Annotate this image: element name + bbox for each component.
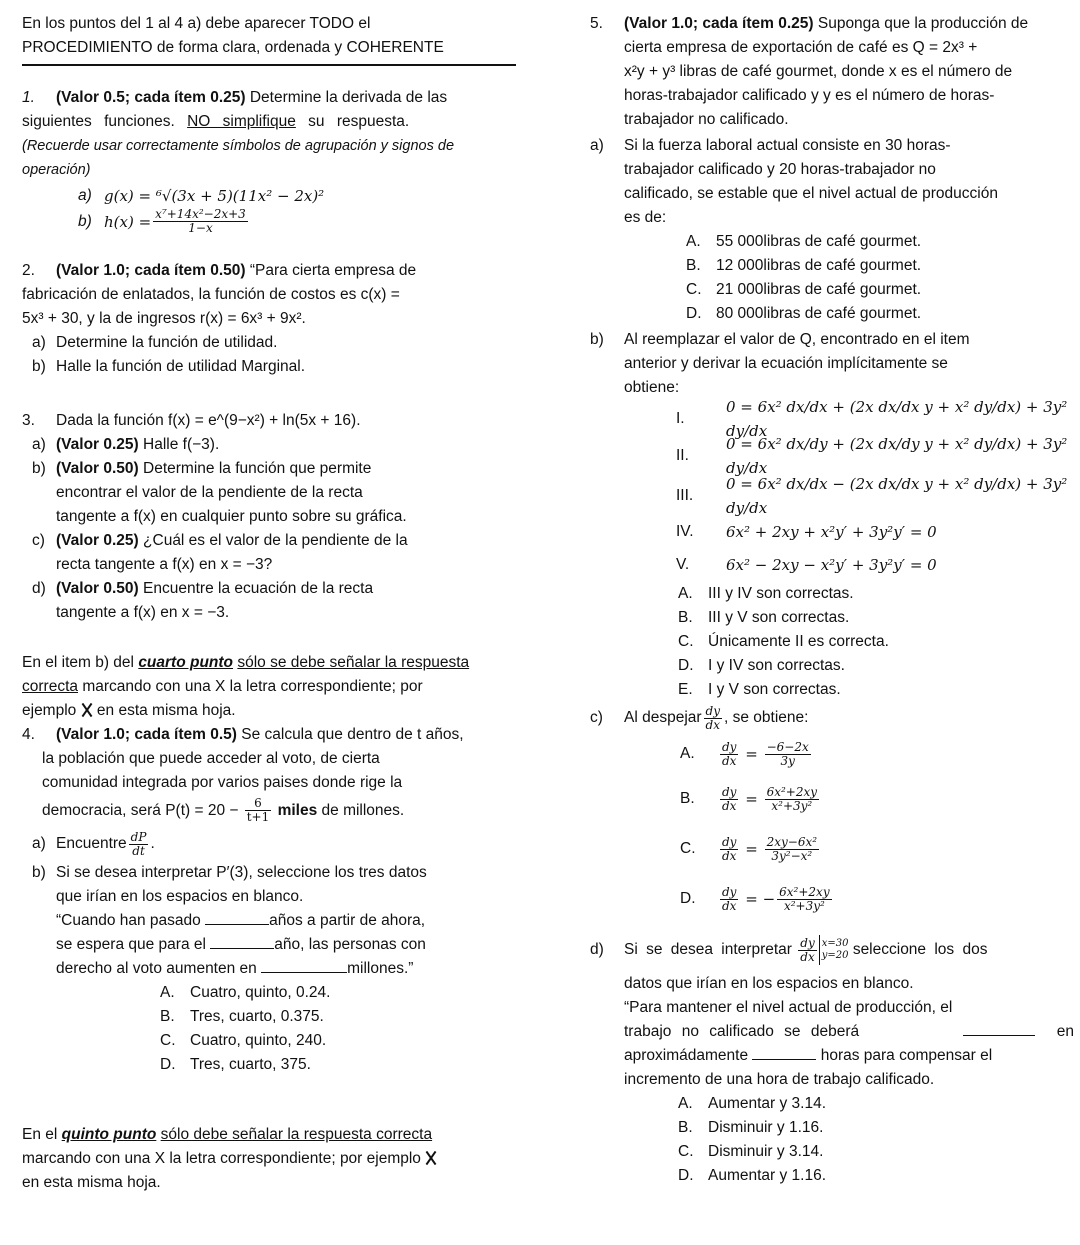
q4-quote-2a: se espera que para el [56,936,206,953]
q4-a-text: Encuentre [56,835,127,852]
q4-a-fraction [129,831,149,858]
q1-text-a: Determine la derivada de las [249,89,448,106]
q5-c-label: c) [590,709,603,726]
q3-c-text-1: ¿Cuál es el valor de la pendiente de la [143,532,408,549]
q5-a-text-1: Si la fuerza laboral actual consiste en 30 horas- [624,137,951,154]
x-mark-example-icon [425,1151,437,1165]
q4-number: 4. [22,726,35,743]
q2-b-text: Halle la función de utilidad Marginal. [56,358,306,375]
q4-a-frac-den: dt [132,843,145,858]
left-column: En los puntos del 1 al 4 a) debe aparecer TODO el PROCEDIMIENTO de forma clara, ordenada y COHERENTE 1. (Valor 0.5; cada ítem 0.25) Determine la derivada de las siguientes funciones. NO simplifique su respuesta. (Recuerde usar correctamente símbolos de agrupación y signos de operación) a) g(x) = ⁶√(3x + 5)(11x² − 2x)² b) h(x) = $\frac{\text{x⁷+14x²−2x+3}}{1-x}$ 2. (Valor 1.0; cada ítem 0.50) “Para cierta empresa de fabricación de enlatados, la función de costos es c(x) = 5x³ + 30, y la de ingresos r(x) = 6x³ + 9x². a) Determine la función de utilidad. b) Halle la función de utilidad Marginal. 3. Dada la función f(x) = e^(9−x²) + ln(5x + 16). a) (Valor 0.25) Halle f(−3). b) (Valor 0.50) Determine la función que permite encontrar el valor de la pendiente de la recta tangente a f(x) en cualquier punto sobre su gráfica. c) (Valor 0.25) ¿Cuál es el valor de la pendiente de la recta tangente a f(x) en x = −3? d) (Valor 0.50) Encuentre la ecuación de la recta tangente a f(x) en x = −3. En el item b) del cuarto punto sólo se debe señalar la respuesta correcta marcando con una X la letra correspondiente; por ejemplo en esta misma hoja. 4. (Valor 1.0; cada ítem 0.5) Se calcula que dentro de t años, la población que puede acceder al voto, de cierta comunidad integrada por varios paises donde rige la democracia, será P(t) = 20 − $\frac{6}{t+1}$ miles de millones. a) Encuentre $\frac{dP}{dt}$ . b) Si se desea interpretar P′(3), seleccione los tres datos que irían en los espacios en blanco. “Cuando han pasado años a partir de ahora, se espera que para el año, las personas con derecho al voto aumenten en millones.” A. Cuatro, quinto, 0.24. B. Tres, cuarto, 0.375. C. Cuatro, quinto, 240. D. Tres, cuarto, 375. En el quinto punto sólo debe señalar la respuesta correcta marcando con una X la letra correspondiente; por ejemplo en esta misma hoja. [22,12,516,1195]
q5-b-option[interactable]: B. III y V son correctas. [678,609,850,626]
q3-d-label: d) [32,580,46,597]
q1-text-b: siguientes funciones. [22,113,175,130]
q5-text-4: trabajador no calificado. [624,111,789,128]
q4-fraction [245,797,272,824]
question-4 [22,723,516,747]
q1-no-simplify: NO simplifique [187,113,296,130]
instr4-c: sólo se debe señalar la respuesta [237,654,470,671]
q5-a-label: a) [590,137,604,154]
q4-b-text-1: Si se desea interpretar P′(3), seleccione los tres datos [56,864,427,881]
q4-quote-2b: año, las personas con [274,936,426,953]
q3-number: 3. [22,412,35,429]
q1-item-b-lhs: h(x) = [104,212,152,231]
q4-text-4c: de millones. [321,802,405,819]
q5-d-text-4b: en [1056,1023,1074,1040]
q4-value: (Valor 1.0; cada ítem 0.5) [56,726,237,743]
q1-item-b [22,208,516,235]
q5-value: (Valor 1.0; cada ítem 0.25) [624,15,814,32]
q4-quote-3b: millones.” [347,960,414,977]
q1-item-a-expr: g(x) = ⁶√(3x + 5)(11x² − 2x)² [104,187,325,205]
q4-text-3: comunidad integrada por varios paises donde rige la [42,774,403,791]
q5-b-option[interactable]: E. I y V son correctas. [678,681,841,698]
q5-d-label: d) [590,941,604,958]
header-line-1: En los puntos del 1 al 4 a) debe aparecer TODO el [22,15,371,32]
q5-b-equation: V. 6x² − 2xy − x²y′ + 3y²y′ = 0 [676,556,937,574]
q2-value: (Valor 1.0; cada ítem 0.50) [56,262,246,279]
q4-option[interactable]: A. Cuatro, quinto, 0.24. [160,984,331,1001]
instruction-5 [22,1123,516,1147]
q4-option[interactable]: D. Tres, cuarto, 375. [160,1056,311,1073]
q5-d-option[interactable]: D. Aumentar y 1.16. [678,1167,827,1184]
q1-item-a-label: a) [78,187,92,204]
q1-value: (Valor 0.5; cada ítem 0.25) [56,89,246,106]
instruction-4 [22,651,516,675]
header-divider [22,64,516,66]
q5-d-text-6: incremento de una hora de trabajo calificado. [624,1071,935,1088]
q4-a-label: a) [32,835,46,852]
q4-frac-den: t+1 [246,810,270,825]
q5-a-text-3: calificado, se estable que el nivel actual de producción [624,185,998,202]
q5-a-option[interactable]: D. 80 000libras de café gourmet. [686,305,922,322]
q5-c-dydx: $\frac{dy}{dx}$ [705,703,721,732]
q1-item-b-fraction [153,208,248,235]
q5-d-option[interactable]: A. Aumentar y 3.14. [678,1095,827,1112]
q2-text-2: fabricación de enlatados, la función de costos es c(x) = [22,286,400,303]
instr4-f: ejemplo [22,702,77,719]
q1-item-b-num: x⁷+14x²−2x+3 [155,207,246,221]
q5-number: 5. [590,15,603,32]
q3-d-value: (Valor 0.50) [56,580,139,597]
q5-b-label: b) [590,331,604,348]
q3-d-text-2: tangente a f(x) en x = −3. [56,604,230,621]
q5-d-blank-2 [752,1045,816,1060]
q5-b-option[interactable]: D. I y IV son correctas. [678,657,845,674]
q3-b-text-3: tangente a f(x) en cualquier punto sobre su gráfica. [56,508,407,525]
q4-option[interactable]: C. Cuatro, quinto, 240. [160,1032,327,1049]
q5-c-text-a: Al despejar [624,709,702,726]
q2-text-3: 5x³ + 30, y la de ingresos r(x) = 6x³ + 9x². [22,310,306,327]
q3-d-text-1: Encuentre la ecuación de la recta [143,580,374,597]
q3-a-label: a) [32,436,46,453]
q5-b-equation: III. 0 = 6x² dx/dx − (2x dx/dx y + x² dy/dx) + 3y² dy/dx [676,475,1068,517]
q1-text-c: su respuesta. [308,113,410,130]
q5-d-dydx: $\frac{dy}{dx}$ [800,935,815,964]
q5-b-equation: IV. 6x² + 2xy + x²y′ + 3y²y′ = 0 [676,523,937,541]
q2-b-label: b) [32,358,46,375]
q5-b-option[interactable]: A. III y IV son correctas. [678,585,854,602]
q3-b-text-1: Determine la función que permite [143,460,372,477]
q4-frac-num: 6 [245,797,272,811]
q5-b-option[interactable]: C. Únicamente II es correcta. [678,633,889,650]
q5-d-text-5a: aproximádamente [624,1047,749,1064]
q4-blank-3 [261,958,347,973]
instr5-a: En el [22,1126,58,1143]
q4-quote-1a: “Cuando han pasado [56,912,201,929]
q5-c-option[interactable]: B. $\frac{dy}{dx}$ = $\frac{\text{6x²+2xy}}{\text{x²+3y²}}$ [680,784,818,813]
q5-b-text-1: Al reemplazar el valor de Q, encontrado en el item [624,331,970,348]
question-3 [22,409,516,433]
instr4-g: en esta misma hoja. [96,702,236,719]
q4-quote-3a: derecho al voto aumenten en [56,960,257,977]
question-2 [22,259,516,283]
instr4-a: En el item b) del [22,654,134,671]
q5-d-option[interactable]: B. Disminuir y 1.16. [678,1119,824,1136]
q3-c-value: (Valor 0.25) [56,532,139,549]
q3-b-label: b) [32,460,46,477]
q5-d-text-3: “Para mantener el nivel actual de producción, el [624,999,953,1016]
q5-b-text-2: anterior y derivar la ecuación implícitamente se [624,355,948,372]
question-5 [590,12,1074,36]
q5-d-text-1b: seleccione los dos [852,941,988,958]
q5-d-blank-1 [963,1021,1035,1036]
question-1 [22,86,516,110]
q4-text-4b: miles [277,802,318,819]
q5-a-text-2: trabajador calificado y 20 horas-trabajador no [624,161,936,178]
q4-blank-2 [210,934,274,949]
q5-text-3: horas-trabajador calificado y y es el número de horas- [624,87,995,104]
q4-options [22,981,516,1077]
q5-b-equations [590,398,1074,582]
q5-b-equation: II. 0 = 6x² dx/dy + (2x dx/dy y + x² dy/dx) + 3y² dy/dx [676,435,1068,477]
q4-text-4a: democracia, será P(t) = 20 − [42,802,239,819]
q5-text-2: x²y + y³ libras de café gourmet, donde x es el número de [624,63,1013,80]
q4-quote-1b: años a partir de ahora, [269,912,426,929]
q5-d-text-1a: Si se desea interpretar [624,941,792,958]
q5-c-option[interactable]: A. $\frac{dy}{dx}$ = $\frac{-6-2x}{3y}$ [680,739,809,768]
header-line-2: PROCEDIMIENTO de forma clara, ordenada y COHERENTE [22,39,444,56]
q1-item-b-den: 1−x [188,221,213,235]
instr4-d: correcta [22,678,78,695]
q4-a-frac-num: dP [130,829,147,844]
q4-text-1: Se calcula que dentro de t años, [241,726,464,743]
q1-number: 1. [22,89,35,106]
q4-option[interactable]: B. Tres, cuarto, 0.375. [160,1008,324,1025]
q5-d-text-2: datos que irían en los espacios en blanco. [624,975,914,992]
q5-b-equation: I. 0 = 6x² dx/dx + (2x dx/dx y + x² dy/dx) + 3y² dy/dx [676,398,1068,440]
q5-c-options [590,734,1074,924]
q3-c-text-2: recta tangente a f(x) en x = −3? [56,556,273,573]
q5-d-sub-2: y=20 [821,950,849,961]
right-column [590,12,1074,1188]
q2-number: 2. [22,262,35,279]
instr4-b: cuarto punto [138,654,234,671]
q5-a-option[interactable]: C. 21 000libras de café gourmet. [686,281,922,298]
instr5-c: sólo debe señalar la respuesta correcta [160,1126,433,1143]
q2-text-1: “Para cierta empresa de [249,262,417,279]
q5-a-options [590,230,1074,326]
q5-a-option[interactable]: B. 12 000libras de café gourmet. [686,257,922,274]
q5-b-options [590,582,1074,702]
q5-text-1: Suponga que la producción de [817,15,1029,32]
q5-d-text-5b: horas para compensar el [820,1047,993,1064]
q3-b-text-2: encontrar el valor de la pendiente de la recta [56,484,363,501]
x-mark-example-icon [81,703,93,717]
q5-d-text-4a: trabajo no calificado se deberá [624,1023,860,1040]
q2-a-text: Determine la función de utilidad. [56,334,278,351]
instr5-b: quinto punto [61,1126,157,1143]
q5-d-option[interactable]: C. Disminuir y 3.14. [678,1143,824,1160]
q5-d-options [590,1092,1074,1188]
q5-b-text-3: obtiene: [624,379,680,396]
instr4-e: marcando con una X la letra correspondiente; por [82,678,423,695]
instr5-e: en esta misma hoja. [22,1174,161,1191]
q4-blank-1 [205,910,269,925]
q3-a-text: Halle f(−3). [143,436,220,453]
q5-c-text-b: , se obtiene: [724,709,809,726]
q5-c-option[interactable]: C. $\frac{dy}{dx}$ = $\frac{\text{2xy−6x²}}{\text{3y²−x²}}$ [680,834,818,863]
q4-text-2: la población que puede acceder al voto, de cierta [42,750,380,767]
q5-a-option[interactable]: A. 55 000libras de café gourmet. [686,233,922,250]
q3-b-value: (Valor 0.50) [56,460,139,477]
q3-text: Dada la función f(x) = e^(9−x²) + ln(5x + 16). [56,412,361,429]
q2-a-label: a) [32,334,46,351]
q1-note: (Recuerde usar correctamente símbolos de agrupación y signos de operación) [22,138,455,178]
q5-text-1b: cierta empresa de exportación de café es Q = 2x³ + [624,39,978,56]
q3-c-label: c) [32,532,45,549]
q5-c-option[interactable]: D. $\frac{dy}{dx}$ = − $\frac{\text{6x²+2xy}}{\text{x²+3y²}}$ [680,884,830,913]
q4-b-label: b) [32,864,46,881]
q3-a-value: (Valor 0.25) [56,436,139,453]
q5-d-sub-1: x=30 [821,938,849,949]
q1-item-a [22,184,516,208]
q1-item-b-label: b) [78,212,92,230]
q4-b-text-2: que irían en los espacios en blanco. [56,888,304,905]
q5-a-text-4: es de: [624,209,667,226]
instr5-d: marcando con una X la letra correspondiente; por ejemplo [22,1150,421,1167]
